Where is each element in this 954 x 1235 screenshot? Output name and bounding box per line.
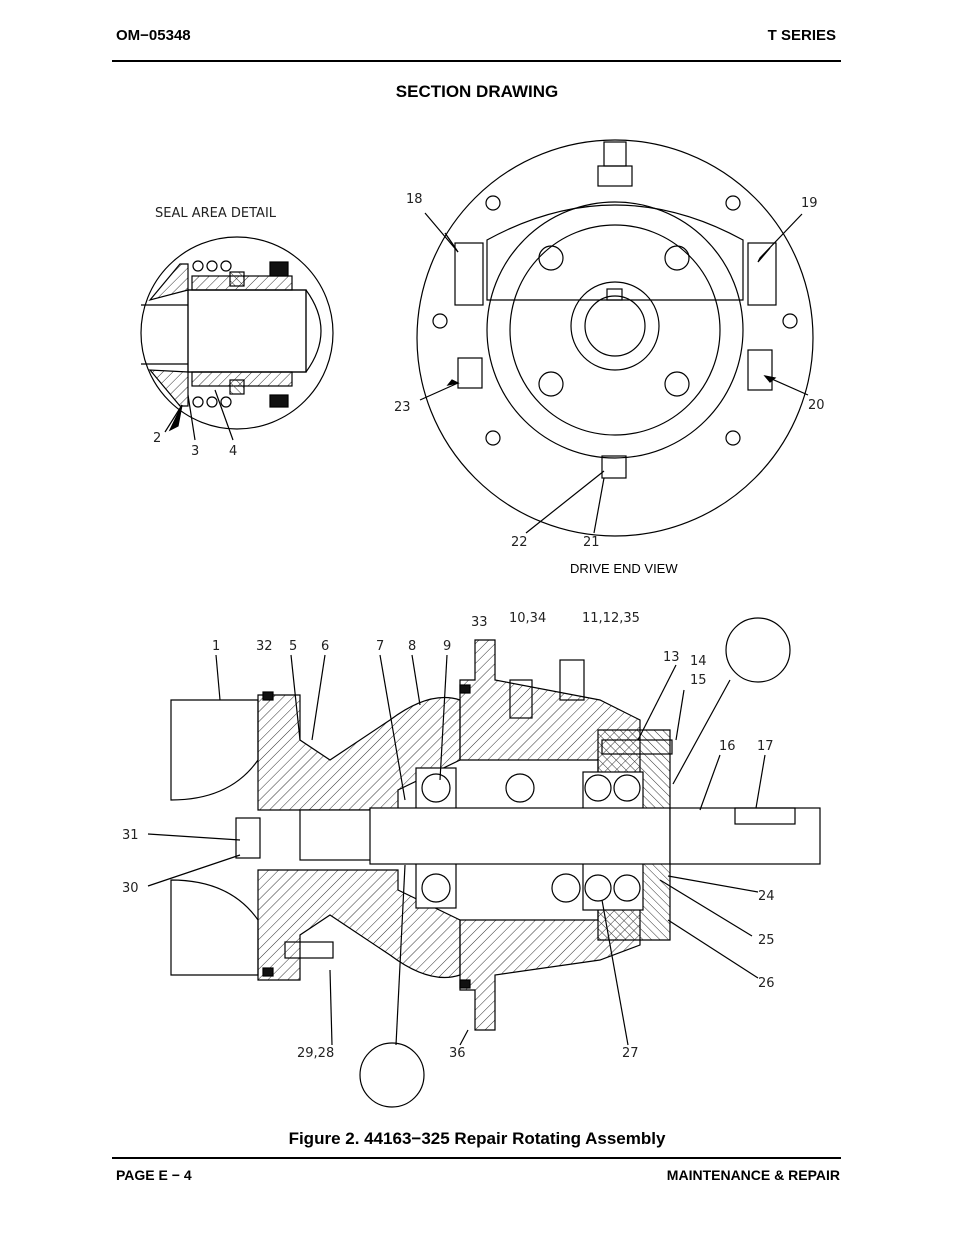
callout-5: 5 xyxy=(289,639,298,654)
callout-29-28: 29,28 xyxy=(297,1046,335,1061)
callout-3: 3 xyxy=(191,444,200,459)
callout-8: 8 xyxy=(408,639,417,654)
assembly-section xyxy=(148,618,820,1107)
seal-detail-title: SEAL AREA DETAIL xyxy=(155,206,277,221)
callout-15: 15 xyxy=(690,673,707,688)
drive-end-caption: DRIVE END VIEW xyxy=(570,561,678,576)
callout-36: 36 xyxy=(449,1046,466,1061)
section-title: SECTION DRAWING xyxy=(395,82,559,101)
callout-1: 1 xyxy=(212,639,221,654)
seal-detail-callouts xyxy=(153,431,237,459)
drive-end-view xyxy=(417,140,813,536)
callout-26: 26 xyxy=(758,976,775,991)
callout-33: 33 xyxy=(471,615,488,630)
callout-11-12-35: 11,12,35 xyxy=(582,611,640,626)
callout-16: 16 xyxy=(719,739,736,754)
callout-31: 31 xyxy=(122,828,139,843)
callout-4: 4 xyxy=(229,444,238,459)
callout-2: 2 xyxy=(153,431,162,446)
callout-9: 9 xyxy=(443,639,452,654)
page-number: PAGE E − 4 xyxy=(116,1167,192,1183)
callout-17: 17 xyxy=(757,739,774,754)
callout-19: 19 xyxy=(801,196,818,211)
callout-20: 20 xyxy=(808,398,825,413)
footer-rule xyxy=(112,1157,841,1159)
callout-27: 27 xyxy=(622,1046,639,1061)
series-name: T SERIES xyxy=(767,27,836,44)
callout-22: 22 xyxy=(511,535,528,550)
callout-18: 18 xyxy=(406,192,423,207)
callout-6: 6 xyxy=(321,639,330,654)
document-id: OM−05348 xyxy=(116,27,191,44)
callout-30: 30 xyxy=(122,881,139,896)
seal-area-detail xyxy=(141,206,333,440)
chapter-name: MAINTENANCE & REPAIR xyxy=(666,1167,840,1183)
figure-caption: Figure 2. 44163−325 Repair Rotating Assembly xyxy=(288,1129,666,1148)
callout-7: 7 xyxy=(376,639,385,654)
callout-21: 21 xyxy=(583,535,600,550)
callout-14: 14 xyxy=(690,654,707,669)
callout-23: 23 xyxy=(394,400,411,415)
callout-10-34: 10,34 xyxy=(509,611,547,626)
callout-24: 24 xyxy=(758,889,775,904)
callout-25: 25 xyxy=(758,933,775,948)
callout-13: 13 xyxy=(663,650,680,665)
callout-32: 32 xyxy=(256,639,273,654)
